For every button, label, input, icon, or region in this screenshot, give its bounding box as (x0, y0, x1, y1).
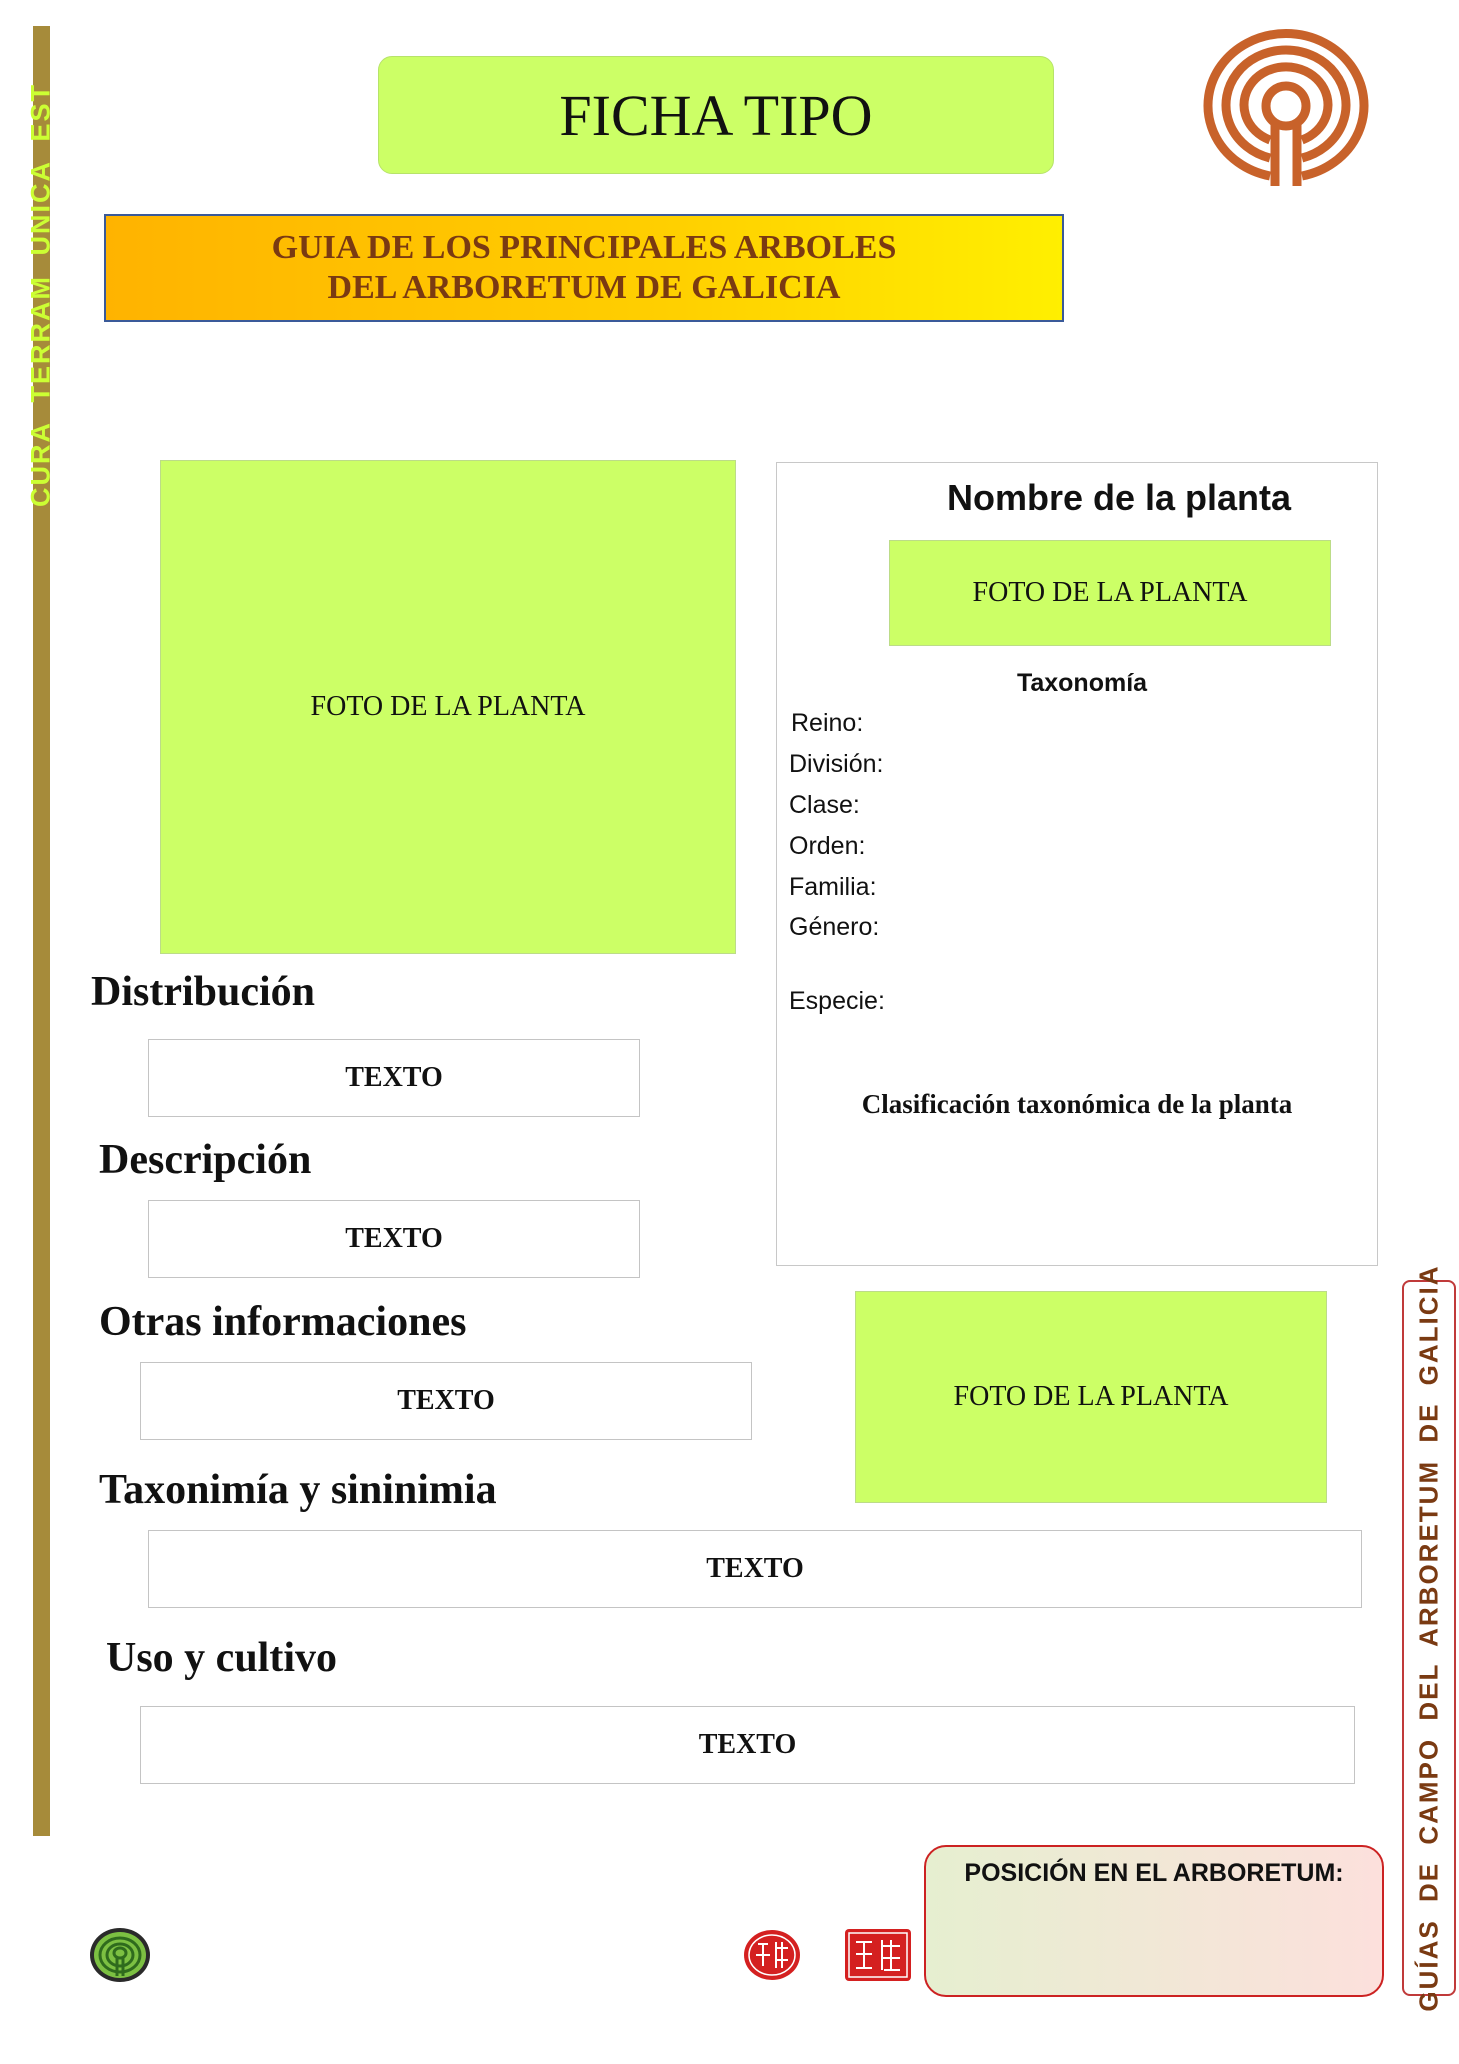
heading-distribucion: Distribución (91, 969, 316, 1015)
page-title-box (378, 56, 1054, 174)
textbox-otras-informaciones (140, 1362, 752, 1440)
side-plant-photo (855, 1291, 1327, 1503)
textbox-uso-cultivo (140, 1706, 1355, 1784)
text-uso-cultivo: TEXTO (698, 1729, 797, 1760)
heading-descripcion: Descripción (99, 1137, 312, 1183)
main-plant-photo (160, 460, 736, 954)
field-clase: Clase: (789, 791, 860, 819)
position-box (924, 1845, 1384, 1997)
field-division: División: (789, 750, 884, 778)
field-guides-vertical (1402, 1264, 1456, 2012)
text-descripcion: TEXTO (345, 1223, 443, 1254)
square-red-seal-icon (844, 1928, 912, 1982)
labyrinth-logo-icon (1195, 26, 1377, 196)
field-familia: Familia: (789, 873, 877, 901)
text-distribucion: TEXTO (345, 1062, 443, 1093)
guide-line-2: DEL ARBORETUM DE GALICIA (327, 269, 841, 306)
panel-photo-label: FOTO DE LA PLANTA (972, 577, 1248, 608)
round-red-seal-icon (742, 1928, 802, 1982)
textbox-taxonimia (148, 1530, 1362, 1608)
field-especie: Especie: (789, 987, 885, 1015)
main-photo-label: FOTO DE LA PLANTA (310, 691, 586, 722)
plant-name-heading: Nombre de la planta (946, 477, 1292, 518)
taxonomy-title: Taxonomía (1016, 669, 1148, 697)
page-title: FICHA TIPO (559, 82, 873, 148)
guide-line-1: GUIA DE LOS PRINCIPALES ARBOLES (271, 229, 897, 266)
field-genero: Género: (789, 913, 880, 941)
textbox-descripcion (148, 1200, 640, 1278)
field-orden: Orden: (789, 832, 866, 860)
panel-plant-photo (889, 540, 1331, 646)
field-reino: Reino: (791, 709, 864, 737)
side-photo-label: FOTO DE LA PLANTA (953, 1381, 1229, 1412)
classification-caption: Clasificación taxonómica de la planta (861, 1089, 1293, 1119)
field-guides-text: GUÍAS DE CAMPO DEL ARBORETUM DE GALICIA (1413, 1264, 1444, 2012)
motto-vertical (26, 80, 56, 510)
heading-taxonimia: Taxonimía y sininimia (99, 1467, 497, 1513)
position-label: POSICIÓN EN EL ARBORETUM: (964, 1859, 1344, 1887)
heading-uso-cultivo: Uso y cultivo (106, 1635, 337, 1681)
motto-text: CURA TERRAM UNICA EST (25, 83, 56, 507)
textbox-distribucion (148, 1039, 640, 1117)
taxonomy-panel (776, 462, 1378, 1266)
round-labyrinth-logo-icon (88, 1926, 152, 1984)
guide-banner (104, 214, 1064, 322)
text-taxonimia: TEXTO (706, 1553, 804, 1584)
heading-otras-informaciones: Otras informaciones (99, 1299, 467, 1345)
text-otras-informaciones: TEXTO (397, 1385, 495, 1416)
